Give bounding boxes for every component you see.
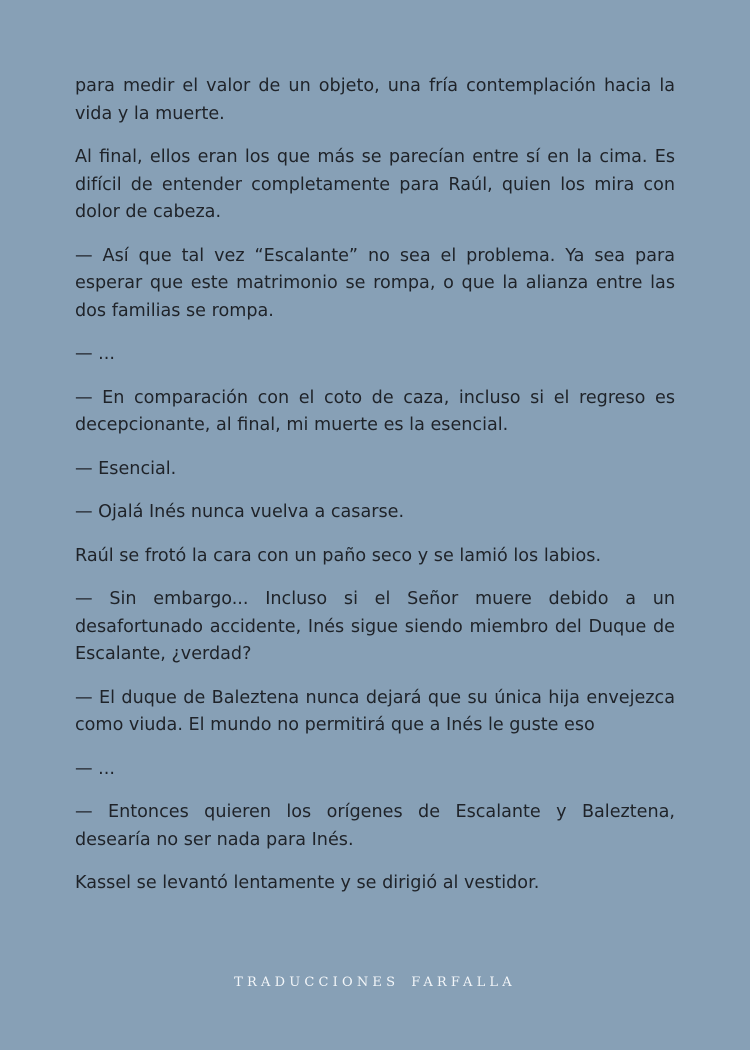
dialogue-line: — En comparación con el coto de caza, incluso si el regreso es decepcionante, al final, mi muerte es la esencial.: [75, 387, 675, 435]
dialogue-line: — Así que tal vez “Escalante” no sea el problema. Ya sea para esperar que este matrimonio se rompa, o que la alianza entre las dos familias se rompa.: [75, 245, 675, 321]
paragraph: Al final, ellos eran los que más se parecían entre sí en la cima. Es difícil de entender completamente para Raúl, quien los mira con dolor de cabeza.: [75, 147, 675, 222]
dialogue-line: — Entonces quieren los orígenes de Escalante y Baleztena, desearía no ser nada para Inés.: [75, 802, 675, 850]
paragraph: Raúl se frotó la cara con un paño seco y se lamió los labios.: [75, 545, 602, 566]
dialogue-line: — Esencial.: [75, 458, 177, 479]
body-text: [75, 73, 675, 898]
footer-credit: [0, 975, 750, 990]
dialogue-line: — El duque de Baleztena nunca dejará que su única hija envejezca como viuda. El mundo no permitirá que a Inés le guste eso: [75, 687, 675, 735]
dialogue-line: — Sin embargo... Incluso si el Señor muere debido a un desafortunado accidente, Inés sigue siendo miembro del Duque de Escalante, ¿verdad?: [75, 589, 675, 664]
dialogue-line: — ...: [75, 344, 115, 364]
paragraph: Kassel se levantó lentamente y se dirigió al vestidor.: [75, 873, 540, 893]
footer-word-2: FARFALLA: [411, 975, 516, 990]
dialogue-line: — ...: [75, 758, 115, 779]
paragraph: para medir el valor de un objeto, una fría contemplación hacia la vida y la muerte.: [75, 76, 675, 124]
dialogue-line: — Ojalá Inés nunca vuelva a casarse.: [75, 502, 405, 522]
footer-word-1: TRADUCCIONES: [234, 975, 400, 990]
